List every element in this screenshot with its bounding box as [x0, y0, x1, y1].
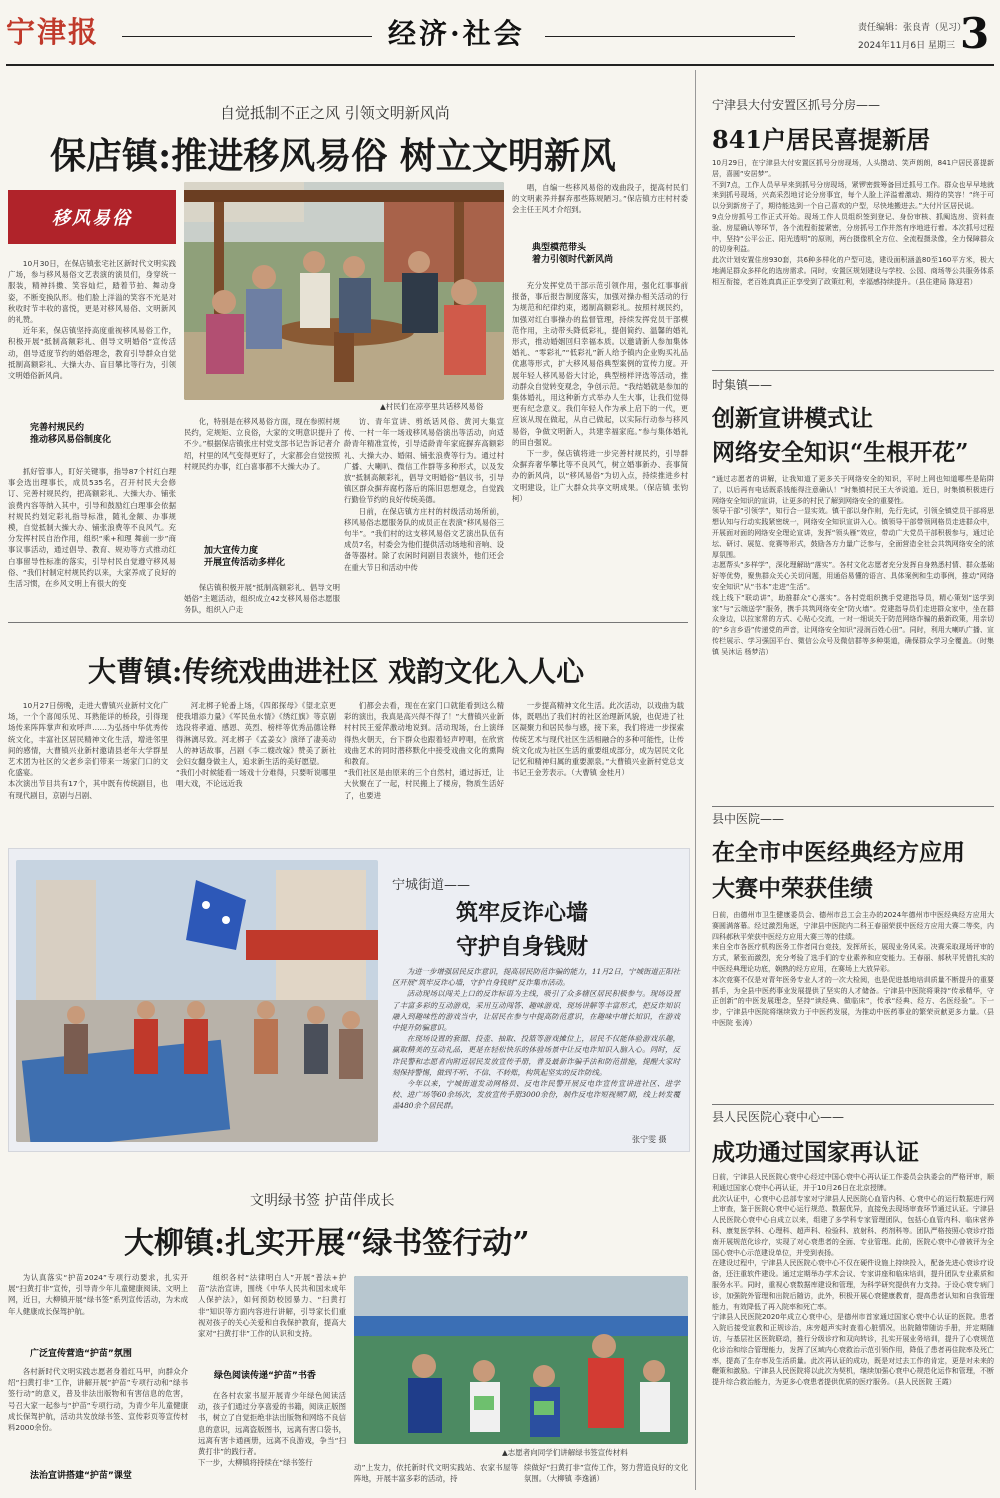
right-s3-body: 日前，由德州市卫生健康委员会、德州市总工会主办的2024年德州市中医经典经方应用大赛圆满落幕。经过激烈角逐，宁津县中医院内二科王春丽荣获中医经方应用大赛二等奖，内四科郝秋平荣获中医经方应用大赛三等的佳绩。 来自全市各医疗机构医务工作者同台竞技，发挥所长，展现业务风采。决赛采取现场评审的方式，紧张而激烈，充分考验了选手们的专业素养和应变能力。王春丽、郝秋平凭借扎实的中医经典理论功底，娴熟的经方应用，在赛场上大放异彩。 本次竞赛不仅是对青年医务专业人才的一次大检阅，也是促进基地培训质量不断提升的重要抓手，为全县中医药事业发展提供了坚实的人才储备。宁津县中医院将秉持“传承精华，守正创新”的中医发展理念，坚持“读经典、做临床”，传承“经典、经方、名医经验”。下一步，宁津县中医院将继续致力于中医药发展，为推动中医药事业的繁荣贡献更多力量。（县中医院 张涛）: [712, 911, 994, 1027]
baodian-kicker: 自觉抵制不正之风 引领文明新风尚: [220, 104, 450, 122]
daliu-photo: [354, 1276, 688, 1444]
right-s1-body: 10月29日，在宁津县大付安置区抓号分房现场，人头攒动、笑声朗朗，841户居民喜提新居，喜圆“安居梦”。 不到7点，工作人员早早来到抓号分房现场，紧锣密鼓筹备回迁抓号工作。群众也早早地就来到抓号现场，兴高采烈地讨论分房事宜，每个人脸上洋溢着激动、期待的笑容！“终于可以分到新房子了，期待能选到一个自己喜欢的户型，尽快地搬进去。”大付片区居民说。 9点分房抓号工作正式开始。现场工作人员组织签到登记、身份审核、抓阄选房、资料查验、房屋确认等环节，各个流程衔接紧密，分房抓号工作井然有序地进行着。本次抓号过程中，坚持“公平公正、阳光透明”的原则，两台摄像机全方位、全流程摄录像，全力保障群众的切身利益。 此次计划安置住房930套，共6种多样化的户型可选，建设面积涵盖80至160平方米，极大地满足群众多样化的选房需求。同时，安置区规划建设与学校、公园、商场等公共服务体系相互衔接，老百姓真真正正享受到了政策红利，幸福感持续提升。（县住建局 陈迎君）: [712, 159, 994, 286]
dacao-headline: 大曹镇:传统戏曲进社区 戏韵文化入人心: [88, 655, 585, 688]
paper-name: 宁津报: [6, 15, 100, 49]
daliu-col2: 组织各村“法律明白人”开展“普法+护苗”法治宣讲，围绕《中华人民共和国未成年人保护法》，如何预防校园暴力、“扫黄打非”知识等方面内容进行讲解，引导家长们重视对孩子的关心关爱和自我保护教育，提高大家对“扫黄打非”工作的认识和支持。: [198, 1273, 346, 1339]
baodian-tag: [8, 190, 176, 244]
masthead-bottom-rule: [6, 64, 994, 66]
ningcheng-body: [392, 966, 680, 1112]
baodian-col2: [184, 416, 340, 472]
right-s2-body: “通过志愿者的讲解，让我知道了更多关于网络安全的知识，平时上网也知道哪些是陷阱了，以后再有电话既系钱能得注意确认！”时集镇村民王大爷说道。近日，时集镇积极进行网络安全知识的宣讲，让更多的村民了解到网络安全的重要性。 领导干部“引领学”，知行合一显实效。镇干部以身作则，先行先试，引领全镇党员干部将思想认知与行动实践紧密统一，网络安全知识宣讲入心。镇领导干部带领网格员走进群众中，开展面对面的网络安全理论宣讲，发挥“领头雁”效应，带动广大党员干部积极参与，通过论坛、研讨、展览、竞赛等形式，鼓励各方力量广泛参与，全面营造全社会共筑网络安全的浓厚氛围。 志愿帮头“多样学”，深化理解助“落实”。各村文化志愿者充分发挥自身熟悉村情、群众基础好等优势，聚焦群众关心关切问题，用通俗易懂的语言、具体案例和生动事例，推动“网络安全知识”从“书本”走进“生活”。 线上线下“联动讲”，助推群众“心落实”。各村党组织携手党建指导员，精心策划“送学到家”与“云端送学”服务，携手共筑网络安全“防火墙”。党建指导员们走进群众家中，坐在群众身边，以拉家常的方式、心贴心交流，一对一细说关于防范网络诈骗的最新政策，用亲切的“乡言乡语”传递党的声音，让网络安全知识“浸润百姓心田”。同时，利用大喇叭广播、宣传栏展示、学习强国平台、微信公众号及微信群等多种渠道，确保群众学习全覆盖。（时集镇 吴沐运 杨梦洁）: [712, 475, 994, 656]
baodian-col3: [344, 416, 504, 573]
section-title: 经济·社会: [388, 17, 525, 50]
paragraph: 近年来，保店镇坚持高度重视移风易俗工作，积极开展“抵制高额彩礼、倡导文明婚俗”宣传活动，倡导适度节约的婚俗理念，教育引导群众自觉抵制高额彩礼、大操大办、盲目攀比等行为，引领文明婚俗新风尚。: [8, 326, 176, 381]
daliu-col1: 为认真落实“护苗2024”专项行动要求，扎实开展“扫黄打非”宣传，引导青少年儿童健康阅读、文明上网，近日，大柳镇开展“绿书签”系列宣传活动，为未成年人健康成长保驾护航。: [8, 1273, 188, 1316]
right-s3-kicker: 县中医院——: [712, 812, 785, 826]
paragraph: 唱，自编一些移风易俗的戏曲段子，提高村民们的文明素养并摒弃那些陈规陋习。”保店镇方庄村村委会主任王风才介绍到。: [512, 183, 688, 215]
paragraph: 充分发挥党员干部示范引领作用，强化红事事前报备，事后报告制度落实，加强对操办相关活动的行为规范和纪律约束，遏制高额彩礼。按照村规民约，加强对红白事操办的监督管理，持续发挥党员干部模范作用，主动带头降低彩礼，提倡简约、温馨的婚礼形式，推动婚姻回归幸福本质。以邀请新人参加集体婚礼、“零彩礼”“低彩礼”新人给予镇内企业购买礼品优惠等形式，扩大移风易俗典型案例的宣传力度。开展年轻人移风易俗大讨论，典型榜样评选等活动，推动群众自觉转变观念，争创示范。“我结婚就是参加的集体婚礼，用这种新方式举办人生大事，让我们觉得更有纪念意义。我们年轻人作为承上启下的一代，更应该从现在做起，从自己做起，以实际行动参与移风易俗，争做文明新人，共建幸福家庭。”参与集体婚礼的田自强说。: [512, 281, 688, 447]
issue-date: 2024年11月6日 星期三: [858, 41, 955, 51]
right-s4-body: 日前，宁津县人民医院心衰中心经过中国心衰中心再认证工作委员会执委会的严格评审，顺利通过国家心衰中心再认证，并于10月26日在北京授牌。 此次认证中，心衰中心总部专家对宁津县人民医院心血管内科、心衰中心的运行数据进行网上审查，鉴于医院心衰中心运行规范、数据优异，直接免去现场审查环节通过认证。宁津县人民医院心衰中心自成立以来，组建了多学科专家管理团队，包括心血管内科、临床营养科、康复医学科、心理科、超声科、检验科、放射科、药剂科等。团队严格按照心衰诊疗指南开展规范化诊疗，实现了对心衰患者的全面、专业管理。此前，医院心衰中心曾被评为全国心衰中心示范建设单位，并受到表扬。 在建设过程中，宁津县人民医院心衰中心不仅在硬件设施上持续投入，配备先进心衰诊疗设备，还注重软件建设。通过定期举办学术会议、专家讲座和临床培训，提升团队专业素质和服务水平。同时，重视心衰数据库建设和管理，为科学研究提供有力支持。于设心衰专病门诊，加强院外管理和出院后随访，此外，积极开展心衰健康教育，提高患者认知和自我管理能力，有效降低了再入院率和死亡率。 宁津县人民医院2020年成立心衰中心，是德州市首家通过国家心衰中心认证的医院。患者入院后接受宣教和正规诊治，床旁超声实时查看心脏情况，出院随带随访手册，并定期随访，与基层社区医院联动，推行分级诊疗和双向转诊，扎实开展业务培训，提升了心衰规范化诊治和综合管理能力，发挥了区域内心衰救治示范引领作用，降低了患者再住院率及死亡率，提高了生存率及生活质量。此次再认证的成功，既是对过去工作的肯定，更是对未来的鞭策和激励。宁津县人民医院将以此次为契机，继续加强心衰中心规范化运作和管理，不断提升综合救治能力，为更多心衰患者提供优质的医疗服务。（县人民医院 王霞）: [712, 1173, 994, 1387]
dacao-col2: 河北梆子轮番上场，《四郎探母》《望北京更使我增添力量》《军民鱼水情》《绣红旗》等京剧选段将孝道、感恩、英烈、榜样等优秀品德诠释得淋漓尽致。河北梆子《孟姜女》演绎了凄美动人的神话故事，吕剧《李二嫂改嫁》赞美了新社会妇女翻身做主人，追求新生活的美好愿望。 “我们小时候能看一场戏十分难得，只要听说哪里唱大戏，不论远近我: [176, 701, 336, 789]
baodian-col4: [512, 182, 688, 216]
baodian-col1-b: [8, 466, 176, 589]
ningcheng-kicker: 宁城街道——: [392, 878, 471, 893]
right-s3-headline-1: 在全市中医经典经方应用: [712, 839, 965, 866]
dacao-col4: 一步提高精神文化生活。此次活动，以戏曲为载体，既唱出了我们村的社区治理新风貌，也促进了社区凝聚力和居民参与感，接下来，我们将进一步探索传统艺术与现代社区生活相融合的多种可能性，让传统文化成为社区生活的重要组成部分，成为居民文化记忆和精神归属的重要源泉。”大曹镇兴业新村党总支书记王金芳表示。（大曹镇 金桂月）: [512, 701, 684, 778]
baodian-headline: 保店镇:推进移风易俗 树立文明新风: [50, 135, 616, 177]
right-divider-1: [712, 370, 994, 371]
daliu-subhead-1: 广泛宣传营造“护苗”氛围: [30, 1349, 132, 1359]
right-s2-headline-2: 网络安全知识“生根开花”: [712, 439, 969, 466]
paragraph: 下一步，保店镇将进一步完善村规民约，引导群众摒弃奢华攀比等不良风气，树立婚事新办、丧事简办的新风尚，以“移风易俗”为切入点，持续推进乡村文明建设，让广大群众共享文明成果。（保店镇 张钧柯）: [512, 449, 688, 503]
right-s4-kicker: 县人民医院心衰中心——: [712, 1110, 845, 1124]
right-s2-kicker: 时集镇——: [712, 378, 773, 392]
ningcheng-photo: [16, 860, 378, 1142]
ningcheng-byline: 张宁雯 摄: [632, 1135, 667, 1144]
baodian-tag-label: 移风易俗: [52, 208, 132, 229]
paragraph: 活动现场以闯关上口的反诈标语为主线，吸引了众多辖区居民积极参与。现场设置了丰富多彩的互动游戏，采用互动闯答、趣味游戏、现场讲解等丰富形式，把反诈知识融入到趣味性的游戏当中，让居民在参与中提高防范意识，在趣味中增长知识，在游戏中提升防骗意识。: [392, 989, 680, 1033]
paragraph: 保店镇积极开展“抵制高额彩礼、倡导文明婚俗”主题活动，组织成立42支移风易俗志愿服务队，组织入户走: [184, 583, 340, 615]
right-column-divider: [695, 70, 696, 1490]
page-number: 3: [960, 9, 990, 58]
daliu-col1-b: 各村新时代文明实践志愿者身着红马甲，向群众介绍“扫黄打非”工作，讲解开展“护苗”专项行动和“绿书签行动”的意义，普及非法出版物和有害信息的危害，号召大家一起参与“护苗”专项行动，为青少年儿童健康成长保驾护航，活动共发放绿书签、宣传彩页等宣传材料2000余份。: [8, 1367, 188, 1433]
baodian-subhead-2: 加大宣传力度 开展宣传活动多样化: [204, 546, 286, 568]
paragraph: 在现场设置的套圈、投壶、抽取、投篮等游戏摊位上，居民不仅能体验游戏乐趣，赢取精美的互动礼品，更是在轻松快乐的体验场景中让反电诈知识入脑入心。同时，反诈民警和志愿者向附近居民发放宣传手册，普及最新诈骗手法和防范措施，提醒大家时刻保持警惕，做到不听、不信、不转账，构筑起坚实的反诈防线。: [392, 1034, 680, 1077]
paragraph: 今年以来，宁城街道发动网格员、反电诈民警开展反电诈宣传宣讲进社区、进学校、进广场等60余场次，发放宣传手册3000余份，制作反电诈短视频7期，线上转发覆盖480余个居民群。: [392, 1079, 680, 1111]
daliu-col2-b: 在各村农家书屋开展青少年绿色阅读活动，孩子们通过分享喜爱的书籍，阅读正版图书，树立了自觉拒绝非法出版物和网络不良信息的意识，远离盗版图书，远离有害口袋书，远离有害卡通画册，远离不良游戏，争当“扫黄打非”的践行者。 下一步，大柳镇将持续在“绿书签行: [198, 1391, 346, 1468]
dacao-col3: 们都会去看，现在在家门口就能看到这么精彩的演出，我真是高兴得不得了！”大曹镇兴业新村村民王爱萍激动地说到。活动现场，台上演绎得热火朝天，台下群众也跟着轻声哼唱，在欣赏戏曲艺术的同时潜移默化中接受戏曲文化的熏陶和教育。 “我们社区是由原来的三个自然村，通过拆迁，让大伙聚在了一起，村民搬上了楼房，物质生活好了，也要进: [344, 701, 504, 800]
daliu-subhead-2: 法治宣讲搭建“护苗”课堂: [30, 1471, 132, 1481]
baodian-subhead-1: 完善村规民约 推动移风易俗制度化: [30, 423, 112, 445]
students-reading-image: [354, 1276, 688, 1444]
right-s4-headline: 成功通过国家再认证: [712, 1139, 919, 1166]
paragraph: 为进一步增强居民反诈意识，提高居民防范诈骗的能力，11月2日，宁城街道正阳社区开展“筑牢反诈心墙，守护自身钱财”反诈集市活动。: [392, 967, 680, 988]
paragraph: 访、青年宣讲、剪纸话风俗、黄河大集宣传、一村一年一场戏移风易俗演出等活动，向适龄青年精准宣传，引导适龄青年家庭摒弃高额彩礼、大操大办、婚闹、铺张浪费等行为。通过村广播、大喇叭、微信工作群等多种形式，以及发放“抵制高额彩礼，倡导文明婚俗”倡议书，引导镇区群众摒弃腐朽落后的陈旧思想观念，自觉践行勤俭节约的良好传统美德。: [344, 417, 504, 505]
baodian-photo-caption: ▲村民们在凉亭里共话移风易俗: [380, 402, 484, 411]
villagers-pavilion-image: [184, 182, 504, 400]
daliu-col4: 续做好“扫黄打非”宣传工作，努力营造良好的文化氛围。（大柳镇 李逸涵）: [524, 1463, 688, 1484]
paragraph: 化，特别是在移风易俗方面，现在参照村规民约，定规矩、立良俗，大家的文明意识提升了不少。”根据保店镇张庄村党支部书记告诉记者介绍，村里的风气变得更好了，大家都会自觉按照村规民约办事，红白喜事都不大操大办了。: [184, 417, 340, 471]
paragraph: 10月30日，在保店镇张宅社区新时代文明实践广场，参与移风易俗文艺表演的演员们，身穿统一服装，精神抖擞、笑容灿烂，踏着节拍、舞动身姿，不断变换队形。他们脸上洋溢的笑容不光是对秋收时节丰收的喜悦，更是对移风易俗、文明新风的礼赞。: [8, 259, 176, 325]
baodian-photo: [184, 182, 504, 400]
daliu-col3: 动”上发力，依托新时代文明实践站、农家书屋等阵地，开展丰富多彩的活动，持: [354, 1463, 518, 1484]
right-divider-3: [712, 1104, 994, 1105]
daliu-subhead-3: 绿色阅读传递“护苗”书香: [214, 1371, 316, 1381]
baodian-col4-b: [512, 280, 688, 504]
editor-line: 责任编辑：张良青（见习）: [858, 23, 967, 33]
paragraph: 抓好管事人，盯好关键事，指导87个村红白理事会选出理事长，成员535名，召开村民大会修订、完善村规民约，把高额彩礼、大操大办、铺张浪费内容等纳入其中，引导和鼓励红白理事会依据村规民约划定彩礼指导标准，随礼金额、办事规模，自觉抵制大操大办、铺张浪费等不良风气。充分发挥村民自治作用，组织“乘+和理 舞前一步”商事议事活动，通过倡导、教育、规劝等方式推动红白事留导性标准的落实，引导村民自觉遵守移风易俗、“我们村制定村规民约以来，大家养成了良好的生活习惯，在乡风文明上有很大的变: [8, 467, 176, 589]
anti-fraud-square-image: [16, 860, 378, 1142]
baodian-col2-b: [184, 582, 340, 616]
daliu-kicker: 文明绿书签 护苗伴成长: [250, 1193, 395, 1209]
masthead-rule-right: [545, 36, 795, 37]
right-s2-headline-1: 创新宣讲模式让: [712, 405, 873, 432]
right-s1-headline: 841户居民喜提新居: [712, 125, 931, 154]
masthead-rule-left: [122, 36, 372, 37]
paragraph: 日前，在保店镇方庄村的村级活动场所前，移风易俗志愿服务队的成员正在表演“移风易俗三句半”。“我们村的这支移风易俗文艺演出队伍有成员7名，村委会为他们提供活动场地和音响、设备等器材。除了农闲时间剧目表演外，他们还会在重大节日和活动中传: [344, 506, 504, 572]
baodian-col1: [8, 258, 176, 381]
right-divider-2: [712, 806, 994, 807]
story-divider: [8, 622, 688, 623]
ningcheng-headline-2: 守护自身钱财: [456, 934, 589, 960]
daliu-headline: 大柳镇:扎实开展“绿书签行动”: [124, 1226, 530, 1261]
right-s3-headline-2: 大赛中荣获佳绩: [712, 875, 873, 902]
baodian-subhead-3: 典型模范带头 着力引领时代新风尚: [532, 243, 614, 265]
dacao-col1: 10月27日傍晚，走进大曹镇兴业新村文化广场，一个个喜闻乐见、耳熟能详的桥段，引得现场传来阵阵掌声和欢呼声……为弘扬中华优秀传统文化，丰富社区居民精神文化生活，增进邻里间的感情，大曹镇兴业新村邀请县老年大学群星艺术团为社区的父老乡亲们带来一场家门口的文化盛宴。 本次演出节目共有17个，其中既有传统剧目，也有现代剧目，京剧与吕剧、: [8, 701, 168, 800]
daliu-photo-caption: ▲志愿者向同学们讲解绿书签宣传材料: [502, 1448, 628, 1457]
right-s1-kicker: 宁津县大付安置区抓号分房——: [712, 98, 881, 112]
ningcheng-headline-1: 筑牢反诈心墙: [456, 900, 589, 926]
